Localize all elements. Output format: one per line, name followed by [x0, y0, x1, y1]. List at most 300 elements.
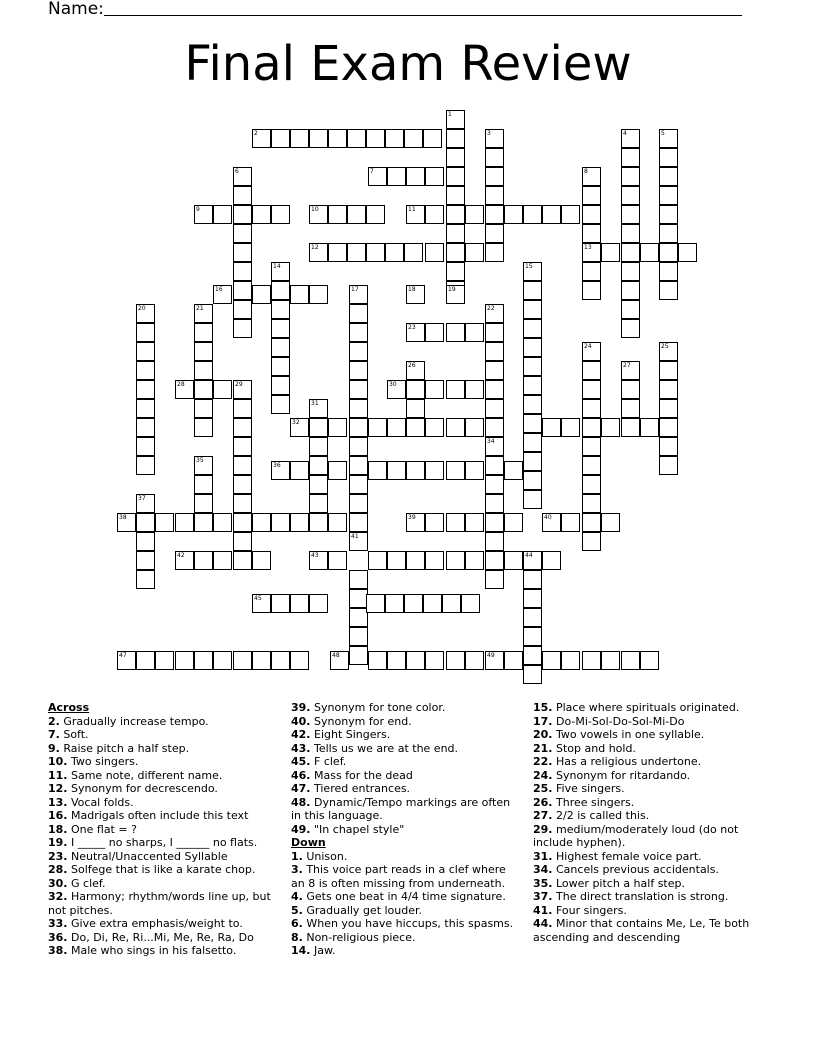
grid-cell[interactable]	[271, 357, 290, 376]
grid-cell[interactable]	[621, 361, 640, 380]
grid-cell[interactable]	[136, 380, 155, 399]
grid-cell[interactable]	[194, 323, 213, 342]
grid-cell[interactable]	[446, 205, 465, 224]
grid-cell[interactable]	[406, 205, 425, 224]
grid-cell[interactable]	[117, 651, 136, 670]
grid-cell[interactable]	[387, 461, 406, 480]
grid-cell[interactable]	[366, 243, 385, 262]
grid-cell[interactable]	[582, 262, 601, 281]
grid-cell[interactable]	[368, 167, 387, 186]
grid-cell[interactable]	[309, 205, 328, 224]
grid-cell[interactable]	[213, 380, 232, 399]
grid-cell[interactable]	[659, 437, 678, 456]
grid-cell[interactable]	[252, 129, 271, 148]
grid-cell[interactable]	[349, 380, 368, 399]
grid-cell[interactable]	[194, 494, 213, 513]
grid-cell[interactable]	[387, 551, 406, 570]
grid-cell[interactable]	[406, 361, 425, 380]
grid-cell[interactable]	[349, 627, 368, 646]
grid-cell[interactable]	[366, 129, 385, 148]
grid-cell[interactable]	[213, 651, 232, 670]
grid-cell[interactable]	[271, 461, 290, 480]
grid-cell[interactable]	[290, 461, 309, 480]
grid-cell[interactable]	[425, 551, 444, 570]
grid-cell[interactable]	[621, 281, 640, 300]
grid-cell[interactable]	[194, 651, 213, 670]
grid-cell[interactable]	[233, 167, 252, 186]
grid-cell[interactable]	[194, 399, 213, 418]
grid-cell[interactable]	[425, 167, 444, 186]
grid-cell[interactable]	[621, 243, 640, 262]
grid-cell[interactable]	[504, 651, 523, 670]
grid-cell[interactable]	[347, 205, 366, 224]
grid-cell[interactable]	[349, 570, 368, 589]
grid-cell[interactable]	[582, 494, 601, 513]
grid-cell[interactable]	[349, 418, 368, 437]
grid-cell[interactable]	[504, 551, 523, 570]
grid-cell[interactable]	[485, 513, 504, 532]
grid-cell[interactable]	[233, 224, 252, 243]
grid-cell[interactable]	[404, 594, 423, 613]
grid-cell[interactable]	[446, 323, 465, 342]
grid-cell[interactable]	[621, 399, 640, 418]
grid-cell[interactable]	[621, 186, 640, 205]
grid-cell[interactable]	[542, 418, 561, 437]
grid-cell[interactable]	[425, 380, 444, 399]
grid-cell[interactable]	[385, 129, 404, 148]
grid-cell[interactable]	[349, 342, 368, 361]
grid-cell[interactable]	[175, 513, 194, 532]
grid-cell[interactable]	[485, 167, 504, 186]
grid-cell[interactable]	[423, 594, 442, 613]
grid-cell[interactable]	[542, 513, 561, 532]
grid-cell[interactable]	[485, 456, 504, 475]
grid-cell[interactable]	[485, 437, 504, 456]
grid-cell[interactable]	[485, 186, 504, 205]
grid-cell[interactable]	[271, 338, 290, 357]
grid-cell[interactable]	[349, 304, 368, 323]
grid-cell[interactable]	[485, 342, 504, 361]
grid-cell[interactable]	[136, 304, 155, 323]
grid-cell[interactable]	[271, 129, 290, 148]
grid-cell[interactable]	[485, 418, 504, 437]
grid-cell[interactable]	[446, 513, 465, 532]
grid-cell[interactable]	[233, 281, 252, 300]
grid-cell[interactable]	[561, 205, 580, 224]
grid-cell[interactable]	[582, 224, 601, 243]
grid-cell[interactable]	[446, 110, 465, 129]
grid-cell[interactable]	[233, 513, 252, 532]
grid-cell[interactable]	[136, 437, 155, 456]
grid-cell[interactable]	[425, 323, 444, 342]
grid-cell[interactable]	[465, 380, 484, 399]
grid-cell[interactable]	[523, 471, 542, 490]
grid-cell[interactable]	[309, 475, 328, 494]
grid-cell[interactable]	[678, 243, 697, 262]
grid-cell[interactable]	[659, 167, 678, 186]
grid-cell[interactable]	[446, 224, 465, 243]
grid-cell[interactable]	[271, 319, 290, 338]
grid-cell[interactable]	[485, 651, 504, 670]
grid-cell[interactable]	[465, 243, 484, 262]
grid-cell[interactable]	[406, 513, 425, 532]
grid-cell[interactable]	[252, 205, 271, 224]
grid-cell[interactable]	[233, 437, 252, 456]
grid-cell[interactable]	[309, 129, 328, 148]
grid-cell[interactable]	[504, 461, 523, 480]
grid-cell[interactable]	[523, 338, 542, 357]
grid-cell[interactable]	[465, 551, 484, 570]
grid-cell[interactable]	[485, 475, 504, 494]
grid-cell[interactable]	[621, 319, 640, 338]
grid-cell[interactable]	[387, 651, 406, 670]
grid-cell[interactable]	[621, 224, 640, 243]
grid-cell[interactable]	[213, 205, 232, 224]
grid-cell[interactable]	[582, 243, 601, 262]
grid-cell[interactable]	[252, 285, 271, 304]
grid-cell[interactable]	[523, 627, 542, 646]
grid-cell[interactable]	[582, 532, 601, 551]
grid-cell[interactable]	[659, 399, 678, 418]
grid-cell[interactable]	[582, 281, 601, 300]
grid-cell[interactable]	[233, 418, 252, 437]
grid-cell[interactable]	[366, 205, 385, 224]
grid-cell[interactable]	[194, 342, 213, 361]
grid-cell[interactable]	[136, 456, 155, 475]
grid-cell[interactable]	[621, 300, 640, 319]
grid-cell[interactable]	[523, 452, 542, 471]
grid-cell[interactable]	[425, 205, 444, 224]
grid-cell[interactable]	[406, 380, 425, 399]
grid-cell[interactable]	[328, 418, 347, 437]
grid-cell[interactable]	[271, 651, 290, 670]
grid-cell[interactable]	[446, 418, 465, 437]
grid-cell[interactable]	[271, 513, 290, 532]
grid-cell[interactable]	[404, 129, 423, 148]
grid-cell[interactable]	[233, 551, 252, 570]
grid-cell[interactable]	[136, 418, 155, 437]
grid-cell[interactable]	[328, 461, 347, 480]
grid-cell[interactable]	[175, 651, 194, 670]
grid-cell[interactable]	[542, 651, 561, 670]
grid-cell[interactable]	[659, 281, 678, 300]
grid-cell[interactable]	[290, 513, 309, 532]
grid-cell[interactable]	[330, 651, 349, 670]
grid-cell[interactable]	[175, 380, 194, 399]
grid-cell[interactable]	[349, 456, 368, 475]
grid-cell[interactable]	[659, 148, 678, 167]
grid-cell[interactable]	[387, 380, 406, 399]
grid-cell[interactable]	[406, 651, 425, 670]
grid-cell[interactable]	[309, 551, 328, 570]
grid-cell[interactable]	[485, 148, 504, 167]
grid-cell[interactable]	[271, 395, 290, 414]
grid-cell[interactable]	[485, 205, 504, 224]
grid-cell[interactable]	[290, 651, 309, 670]
grid-cell[interactable]	[349, 399, 368, 418]
grid-cell[interactable]	[485, 129, 504, 148]
grid-cell[interactable]	[465, 651, 484, 670]
grid-cell[interactable]	[485, 380, 504, 399]
grid-cell[interactable]	[659, 129, 678, 148]
grid-cell[interactable]	[485, 224, 504, 243]
grid-cell[interactable]	[194, 361, 213, 380]
grid-cell[interactable]	[465, 205, 484, 224]
grid-cell[interactable]	[233, 186, 252, 205]
grid-cell[interactable]	[523, 414, 542, 433]
grid-cell[interactable]	[271, 281, 290, 300]
grid-cell[interactable]	[368, 651, 387, 670]
grid-cell[interactable]	[387, 418, 406, 437]
grid-cell[interactable]	[561, 513, 580, 532]
grid-cell[interactable]	[290, 129, 309, 148]
grid-cell[interactable]	[406, 323, 425, 342]
grid-cell[interactable]	[446, 285, 465, 304]
grid-cell[interactable]	[349, 494, 368, 513]
grid-cell[interactable]	[290, 285, 309, 304]
grid-cell[interactable]	[485, 361, 504, 380]
grid-cell[interactable]	[621, 380, 640, 399]
grid-cell[interactable]	[446, 262, 465, 281]
grid-cell[interactable]	[523, 205, 542, 224]
grid-cell[interactable]	[233, 300, 252, 319]
grid-cell[interactable]	[136, 323, 155, 342]
grid-cell[interactable]	[523, 551, 542, 570]
grid-cell[interactable]	[213, 513, 232, 532]
grid-cell[interactable]	[136, 570, 155, 589]
grid-cell[interactable]	[485, 304, 504, 323]
grid-cell[interactable]	[425, 513, 444, 532]
grid-cell[interactable]	[213, 551, 232, 570]
grid-cell[interactable]	[582, 456, 601, 475]
grid-cell[interactable]	[194, 513, 213, 532]
grid-cell[interactable]	[349, 532, 368, 551]
grid-cell[interactable]	[368, 418, 387, 437]
grid-cell[interactable]	[406, 461, 425, 480]
grid-cell[interactable]	[621, 262, 640, 281]
grid-cell[interactable]	[523, 262, 542, 281]
grid-cell[interactable]	[233, 456, 252, 475]
name-line[interactable]	[104, 15, 742, 16]
grid-cell[interactable]	[194, 551, 213, 570]
grid-cell[interactable]	[601, 513, 620, 532]
grid-cell[interactable]	[523, 490, 542, 509]
grid-cell[interactable]	[349, 285, 368, 304]
grid-cell[interactable]	[271, 376, 290, 395]
grid-cell[interactable]	[523, 357, 542, 376]
grid-cell[interactable]	[485, 551, 504, 570]
grid-cell[interactable]	[523, 608, 542, 627]
grid-cell[interactable]	[252, 651, 271, 670]
grid-cell[interactable]	[640, 418, 659, 437]
grid-cell[interactable]	[523, 319, 542, 338]
grid-cell[interactable]	[349, 361, 368, 380]
grid-cell[interactable]	[309, 243, 328, 262]
grid-cell[interactable]	[582, 342, 601, 361]
grid-cell[interactable]	[561, 651, 580, 670]
grid-cell[interactable]	[659, 205, 678, 224]
grid-cell[interactable]	[446, 243, 465, 262]
grid-cell[interactable]	[252, 551, 271, 570]
grid-cell[interactable]	[582, 167, 601, 186]
grid-cell[interactable]	[136, 513, 155, 532]
grid-cell[interactable]	[136, 651, 155, 670]
grid-cell[interactable]	[425, 418, 444, 437]
grid-cell[interactable]	[406, 418, 425, 437]
grid-cell[interactable]	[328, 243, 347, 262]
grid-cell[interactable]	[233, 651, 252, 670]
grid-cell[interactable]	[621, 129, 640, 148]
grid-cell[interactable]	[271, 594, 290, 613]
grid-cell[interactable]	[349, 323, 368, 342]
grid-cell[interactable]	[465, 418, 484, 437]
grid-cell[interactable]	[309, 437, 328, 456]
grid-cell[interactable]	[404, 243, 423, 262]
grid-cell[interactable]	[485, 570, 504, 589]
grid-cell[interactable]	[523, 281, 542, 300]
grid-cell[interactable]	[366, 594, 385, 613]
grid-cell[interactable]	[659, 243, 678, 262]
grid-cell[interactable]	[485, 532, 504, 551]
grid-cell[interactable]	[582, 437, 601, 456]
grid-cell[interactable]	[621, 167, 640, 186]
grid-cell[interactable]	[117, 513, 136, 532]
grid-cell[interactable]	[347, 243, 366, 262]
grid-cell[interactable]	[446, 651, 465, 670]
grid-cell[interactable]	[582, 418, 601, 437]
grid-cell[interactable]	[309, 594, 328, 613]
grid-cell[interactable]	[523, 433, 542, 452]
grid-cell[interactable]	[659, 224, 678, 243]
grid-cell[interactable]	[425, 461, 444, 480]
grid-cell[interactable]	[309, 494, 328, 513]
grid-cell[interactable]	[406, 551, 425, 570]
grid-cell[interactable]	[446, 167, 465, 186]
grid-cell[interactable]	[233, 475, 252, 494]
grid-cell[interactable]	[523, 376, 542, 395]
grid-cell[interactable]	[640, 243, 659, 262]
grid-cell[interactable]	[213, 285, 232, 304]
grid-cell[interactable]	[582, 186, 601, 205]
grid-cell[interactable]	[309, 513, 328, 532]
grid-cell[interactable]	[542, 205, 561, 224]
grid-cell[interactable]	[601, 243, 620, 262]
grid-cell[interactable]	[504, 205, 523, 224]
grid-cell[interactable]	[582, 399, 601, 418]
grid-cell[interactable]	[465, 461, 484, 480]
grid-cell[interactable]	[621, 205, 640, 224]
grid-cell[interactable]	[659, 361, 678, 380]
grid-cell[interactable]	[406, 399, 425, 418]
grid-cell[interactable]	[523, 300, 542, 319]
grid-cell[interactable]	[523, 646, 542, 665]
grid-cell[interactable]	[349, 475, 368, 494]
grid-cell[interactable]	[406, 167, 425, 186]
grid-cell[interactable]	[582, 205, 601, 224]
grid-cell[interactable]	[423, 129, 442, 148]
grid-cell[interactable]	[523, 589, 542, 608]
grid-cell[interactable]	[659, 456, 678, 475]
grid-cell[interactable]	[271, 205, 290, 224]
grid-cell[interactable]	[659, 418, 678, 437]
grid-cell[interactable]	[621, 148, 640, 167]
grid-cell[interactable]	[425, 651, 444, 670]
grid-cell[interactable]	[582, 475, 601, 494]
grid-cell[interactable]	[233, 494, 252, 513]
grid-cell[interactable]	[155, 513, 174, 532]
grid-cell[interactable]	[290, 418, 309, 437]
grid-cell[interactable]	[621, 651, 640, 670]
grid-cell[interactable]	[136, 551, 155, 570]
grid-cell[interactable]	[659, 380, 678, 399]
grid-cell[interactable]	[368, 461, 387, 480]
grid-cell[interactable]	[233, 380, 252, 399]
grid-cell[interactable]	[271, 262, 290, 281]
grid-cell[interactable]	[485, 243, 504, 262]
grid-cell[interactable]	[659, 186, 678, 205]
grid-cell[interactable]	[523, 665, 542, 684]
grid-cell[interactable]	[136, 399, 155, 418]
grid-cell[interactable]	[368, 551, 387, 570]
grid-cell[interactable]	[601, 651, 620, 670]
grid-cell[interactable]	[446, 461, 465, 480]
grid-cell[interactable]	[328, 551, 347, 570]
grid-cell[interactable]	[485, 494, 504, 513]
grid-cell[interactable]	[233, 532, 252, 551]
grid-cell[interactable]	[446, 380, 465, 399]
grid-cell[interactable]	[194, 380, 213, 399]
grid-cell[interactable]	[582, 651, 601, 670]
grid-cell[interactable]	[309, 399, 328, 418]
grid-cell[interactable]	[194, 456, 213, 475]
grid-cell[interactable]	[309, 285, 328, 304]
grid-cell[interactable]	[659, 262, 678, 281]
grid-cell[interactable]	[387, 167, 406, 186]
grid-cell[interactable]	[349, 513, 368, 532]
grid-cell[interactable]	[582, 380, 601, 399]
grid-cell[interactable]	[485, 323, 504, 342]
grid-cell[interactable]	[446, 186, 465, 205]
grid-cell[interactable]	[425, 243, 444, 262]
grid-cell[interactable]	[659, 342, 678, 361]
grid-cell[interactable]	[233, 205, 252, 224]
grid-cell[interactable]	[349, 646, 368, 665]
grid-cell[interactable]	[446, 148, 465, 167]
grid-cell[interactable]	[290, 594, 309, 613]
grid-cell[interactable]	[328, 513, 347, 532]
grid-cell[interactable]	[347, 129, 366, 148]
grid-cell[interactable]	[252, 513, 271, 532]
grid-cell[interactable]	[446, 129, 465, 148]
grid-cell[interactable]	[523, 570, 542, 589]
grid-cell[interactable]	[136, 494, 155, 513]
grid-cell[interactable]	[194, 205, 213, 224]
grid-cell[interactable]	[582, 513, 601, 532]
grid-cell[interactable]	[136, 342, 155, 361]
grid-cell[interactable]	[442, 594, 461, 613]
grid-cell[interactable]	[446, 551, 465, 570]
grid-cell[interactable]	[523, 395, 542, 414]
grid-cell[interactable]	[233, 243, 252, 262]
grid-cell[interactable]	[233, 262, 252, 281]
grid-cell[interactable]	[328, 205, 347, 224]
grid-cell[interactable]	[233, 319, 252, 338]
grid-cell[interactable]	[349, 437, 368, 456]
grid-cell[interactable]	[385, 243, 404, 262]
grid-cell[interactable]	[465, 323, 484, 342]
grid-cell[interactable]	[385, 594, 404, 613]
grid-cell[interactable]	[155, 651, 174, 670]
